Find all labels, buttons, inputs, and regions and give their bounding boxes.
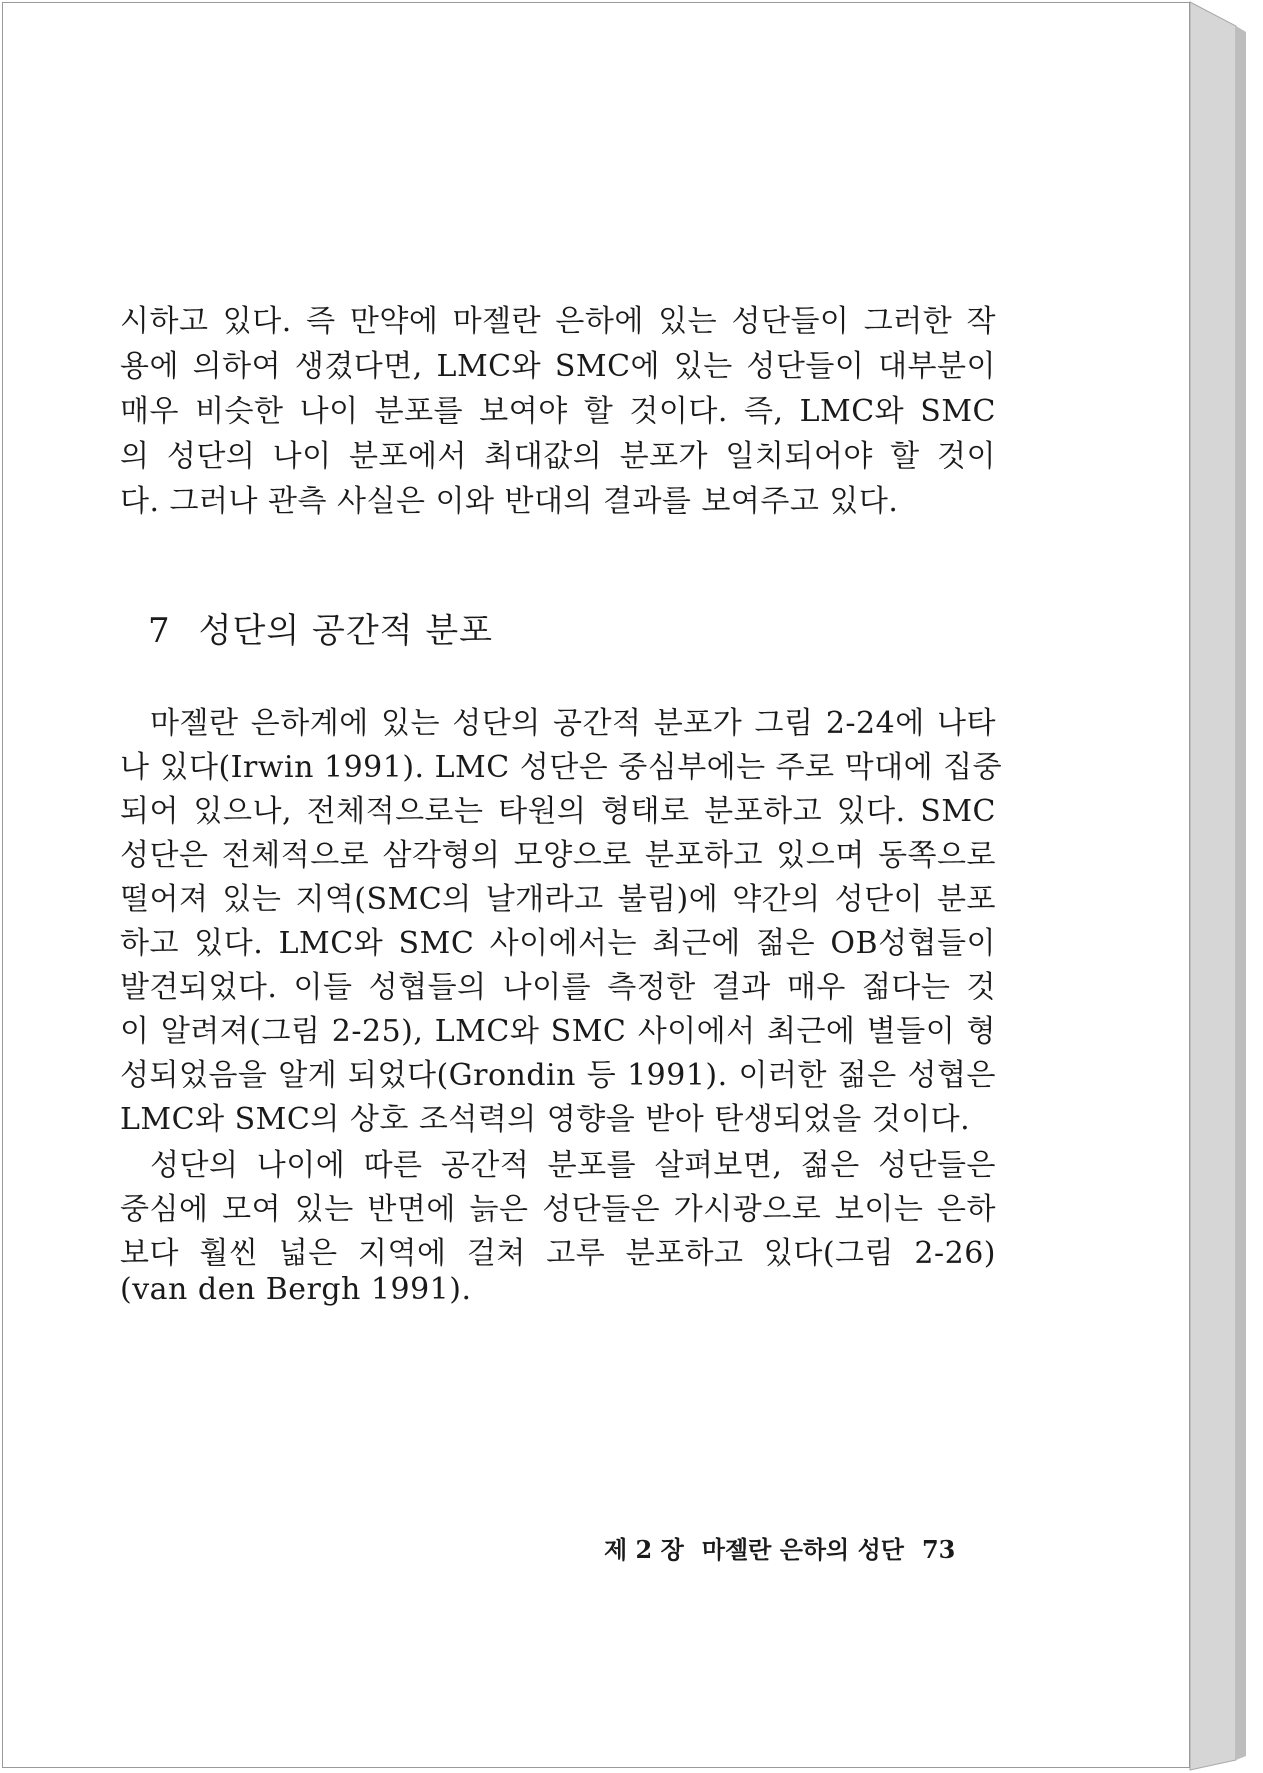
section-heading <box>148 603 493 652</box>
section-title: 성단의 공간적 분포 <box>198 611 494 651</box>
text-line: 다. 그러나 관측 사실은 이와 반대의 결과를 보여주고 있다. <box>120 484 899 519</box>
text-line: 이 알려져(그림 2-25), LMC와 SMC 사이에서 최근에 별들이 형 <box>120 1014 996 1049</box>
text-line: 중심에 모여 있는 반면에 늙은 성단들은 가시광으로 보이는 은하 <box>120 1192 996 1227</box>
text-line: 되어 있으나, 전체적으로는 타원의 형태로 분포하고 있다. SMC <box>120 794 996 829</box>
text-line: 보다 훨씬 넓은 지역에 걸쳐 고루 분포하고 있다(그림 2-26) <box>120 1236 996 1271</box>
text-line: 의 성단의 나이 분포에서 최대값의 분포가 일치되어야 할 것이 <box>120 439 996 474</box>
text-line: 용에 의하여 생겼다면, LMC와 SMC에 있는 성단들이 대부분이 <box>120 349 996 384</box>
footer-chapter-title: 마젤란 은하의 성단 <box>701 1535 904 1564</box>
text-line: 하고 있다. LMC와 SMC 사이에서는 최근에 젊은 OB성협들이 <box>120 926 996 961</box>
text-line: 성되었음을 알게 되었다(Grondin 등 1991). 이러한 젊은 성협은 <box>120 1058 996 1093</box>
text-line: 매우 비슷한 나이 분포를 보여야 할 것이다. 즉, LMC와 SMC <box>120 394 996 429</box>
page-number: 73 <box>921 1535 956 1564</box>
text-line: 발견되었다. 이들 성협들의 나이를 측정한 결과 매우 젊다는 것 <box>120 970 996 1005</box>
text-line: LMC와 SMC의 상호 조석력의 영향을 받아 탄생되었을 것이다. <box>120 1102 971 1137</box>
text-line: 떨어져 있는 지역(SMC의 날개라고 불림)에 약간의 성단이 분포 <box>120 882 996 917</box>
text-line: 나 있다(Irwin 1991). LMC 성단은 중심부에는 주로 막대에 집중 <box>120 750 1003 785</box>
footer-chapter: 제 2 장 <box>604 1535 684 1564</box>
text-line: (van den Bergh 1991). <box>120 1272 472 1307</box>
text-line: 마젤란 은하계에 있는 성단의 공간적 분포가 그림 2-24에 나타 <box>150 706 996 741</box>
page-footer <box>604 1530 955 1565</box>
text-line: 시하고 있다. 즉 만약에 마젤란 은하에 있는 성단들이 그러한 작 <box>120 304 996 339</box>
book-edge-shadow <box>1236 26 1246 1760</box>
section-number: 7 <box>148 611 171 651</box>
text-line: 성단의 나이에 따른 공간적 분포를 살펴보면, 젊은 성단들은 <box>150 1148 996 1183</box>
text-line: 성단은 전체적으로 삼각형의 모양으로 분포하고 있으며 동쪽으로 <box>120 838 996 873</box>
book-edge-side <box>1190 2 1236 1770</box>
